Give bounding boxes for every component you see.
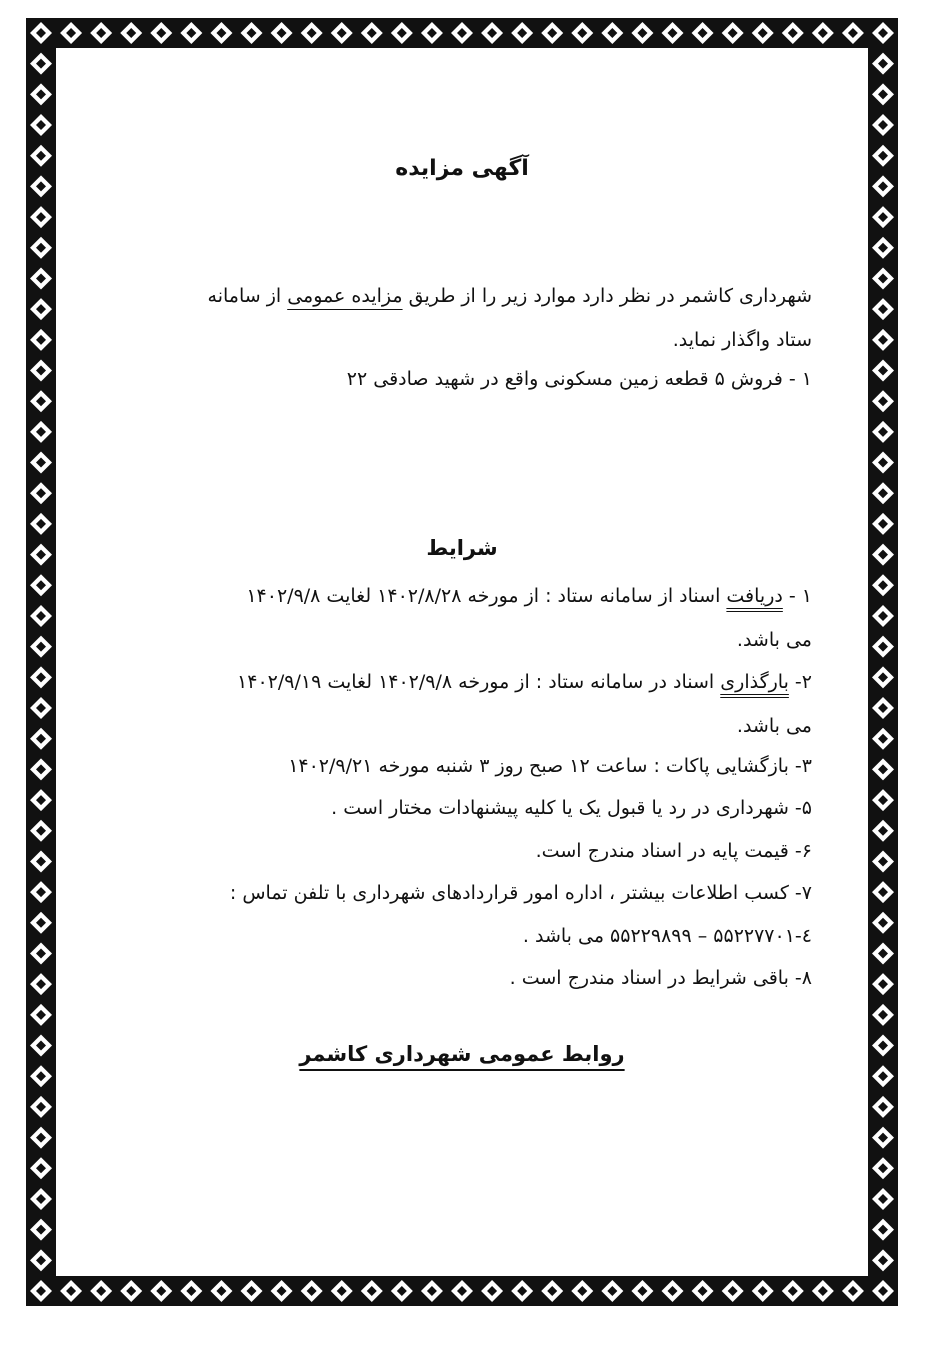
intro-underlined-term: مزایده عمومی bbox=[287, 285, 403, 307]
notice-document bbox=[56, 48, 868, 1276]
intro-text-end: از سامانه bbox=[207, 285, 288, 307]
condition-1-text: اسناد از سامانه ستاد : از مورخه ۱۴۰۲/۸/۲۸ لغایت ۱۴۰۲/۹/۸ bbox=[246, 585, 727, 607]
condition-1-prefix: ۱ - bbox=[782, 585, 812, 607]
signature-text: روابط عمومی شهرداری کاشمر bbox=[299, 1042, 625, 1066]
signature bbox=[56, 1042, 868, 1066]
page-title: آگهی مزایده bbox=[395, 156, 529, 181]
intro-text-start: شهرداری کاشمر در نظر دارد موارد زیر را از طریق bbox=[402, 285, 812, 307]
condition-6: ۶- قیمت پایه در اسناد مندرج است. bbox=[535, 840, 812, 862]
condition-5: ۵- شهرداری در رد یا قبول یک یا کلیه پیشنهادات مختار است . bbox=[331, 797, 812, 819]
intro-paragraph bbox=[92, 274, 812, 362]
condition-1 bbox=[92, 574, 812, 662]
condition-8: ۸- باقی شرایط در اسناد مندرج است . bbox=[509, 967, 812, 989]
condition-2-cont: می باشد. bbox=[736, 715, 812, 737]
condition-7-phones: ٤-۵۵۲۲۷۷۰۱ – ۵۵۲۲۹۸۹۹ می باشد . bbox=[522, 925, 812, 947]
intro-line-2: ستاد واگذار نماید. bbox=[672, 329, 812, 351]
condition-2-text: اسناد در سامانه ستاد : از مورخه ۱۴۰۲/۹/۸ لغایت ۱۴۰۲/۹/۱۹ bbox=[237, 671, 721, 693]
condition-3: ۳- بازگشایی پاکات : ساعت ۱۲ صبح روز ۳ شنبه مورخه ۱۴۰۲/۹/۲۱ bbox=[288, 755, 812, 777]
list-item-1: ۱ - فروش ۵ قطعه زمین مسکونی واقع در شهید صادقی ۲۲ bbox=[346, 368, 812, 390]
condition-2 bbox=[92, 660, 812, 748]
conditions-heading: شرایط bbox=[426, 536, 498, 560]
condition-2-underlined: بارگذاری bbox=[720, 671, 789, 693]
condition-1-cont: می باشد. bbox=[736, 629, 812, 651]
condition-1-underlined: دریافت bbox=[726, 585, 783, 607]
condition-7: ۷- کسب اطلاعات بیشتر ، اداره امور قراردادهای شهرداری با تلفن تماس : bbox=[229, 882, 812, 904]
condition-2-prefix: ۲- bbox=[788, 671, 812, 693]
